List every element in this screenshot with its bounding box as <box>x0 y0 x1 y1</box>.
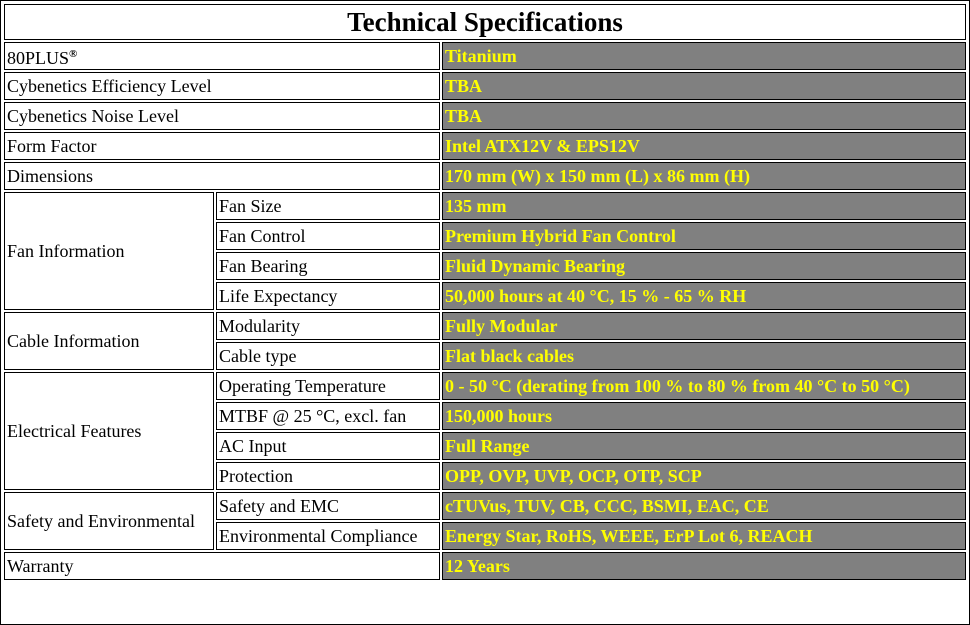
row-value-form-factor: Intel ATX12V & EPS12V <box>442 132 966 160</box>
row-value-cybenetics-noise: TBA <box>442 102 966 130</box>
row-value-modularity: Fully Modular <box>442 312 966 340</box>
table-title: Technical Specifications <box>4 4 966 40</box>
row-value-ac-input: Full Range <box>442 432 966 460</box>
table-row <box>4 102 966 130</box>
table-row <box>4 192 966 220</box>
row-label-80plus <box>4 42 440 70</box>
row-value-safety-emc: cTUVus, TUV, CB, CCC, BSMI, EAC, CE <box>442 492 966 520</box>
row-value-cable-type: Flat black cables <box>442 342 966 370</box>
group-label-fan: Fan Information <box>4 192 214 310</box>
row-value-fan-size: 135 mm <box>442 192 966 220</box>
row-label-cybenetics-noise: Cybenetics Noise Level <box>4 102 440 130</box>
row-label-protection: Protection <box>216 462 440 490</box>
row-label-mtbf: MTBF @ 25 °C, excl. fan <box>216 402 440 430</box>
row-label-safety-emc: Safety and EMC <box>216 492 440 520</box>
row-value-fan-bearing: Fluid Dynamic Bearing <box>442 252 966 280</box>
table-row <box>4 72 966 100</box>
row-label-environmental-compliance: Environmental Compliance <box>216 522 440 550</box>
row-value-warranty: 12 Years <box>442 552 966 580</box>
table-row <box>4 312 966 340</box>
table-row <box>4 42 966 70</box>
registered-mark: ® <box>69 47 78 60</box>
row-value-fan-control: Premium Hybrid Fan Control <box>442 222 966 250</box>
row-label-80plus-text: 80PLUS <box>7 47 70 68</box>
group-label-cable: Cable Information <box>4 312 214 370</box>
row-label-operating-temperature: Operating Temperature <box>216 372 440 400</box>
row-value-life-expectancy: 50,000 hours at 40 °C, 15 % - 65 % RH <box>442 282 966 310</box>
row-label-dimensions: Dimensions <box>4 162 440 190</box>
row-label-form-factor: Form Factor <box>4 132 440 160</box>
table-row <box>4 162 966 190</box>
row-label-modularity: Modularity <box>216 312 440 340</box>
row-label-life-expectancy: Life Expectancy <box>216 282 440 310</box>
row-value-protection: OPP, OVP, UVP, OCP, OTP, SCP <box>442 462 966 490</box>
row-value-environmental-compliance: Energy Star, RoHS, WEEE, ErP Lot 6, REACH <box>442 522 966 550</box>
group-label-electrical: Electrical Features <box>4 372 214 490</box>
row-label-cybenetics-efficiency: Cybenetics Efficiency Level <box>4 72 440 100</box>
row-label-fan-control: Fan Control <box>216 222 440 250</box>
table-row <box>4 492 966 520</box>
row-label-cable-type: Cable type <box>216 342 440 370</box>
table-row <box>4 372 966 400</box>
table-row <box>4 552 966 580</box>
row-label-warranty: Warranty <box>4 552 440 580</box>
row-value-cybenetics-efficiency: TBA <box>442 72 966 100</box>
row-value-dimensions: 170 mm (W) x 150 mm (L) x 86 mm (H) <box>442 162 966 190</box>
spec-table <box>2 2 968 582</box>
table-row <box>4 132 966 160</box>
row-label-fan-size: Fan Size <box>216 192 440 220</box>
group-label-safety: Safety and Environmental <box>4 492 214 550</box>
row-label-fan-bearing: Fan Bearing <box>216 252 440 280</box>
row-value-operating-temperature: 0 - 50 °C (derating from 100 % to 80 % from 40 °C to 50 °C) <box>442 372 966 400</box>
row-value-80plus: Titanium <box>442 42 966 70</box>
title-row <box>4 4 966 40</box>
row-label-ac-input: AC Input <box>216 432 440 460</box>
row-value-mtbf: 150,000 hours <box>442 402 966 430</box>
